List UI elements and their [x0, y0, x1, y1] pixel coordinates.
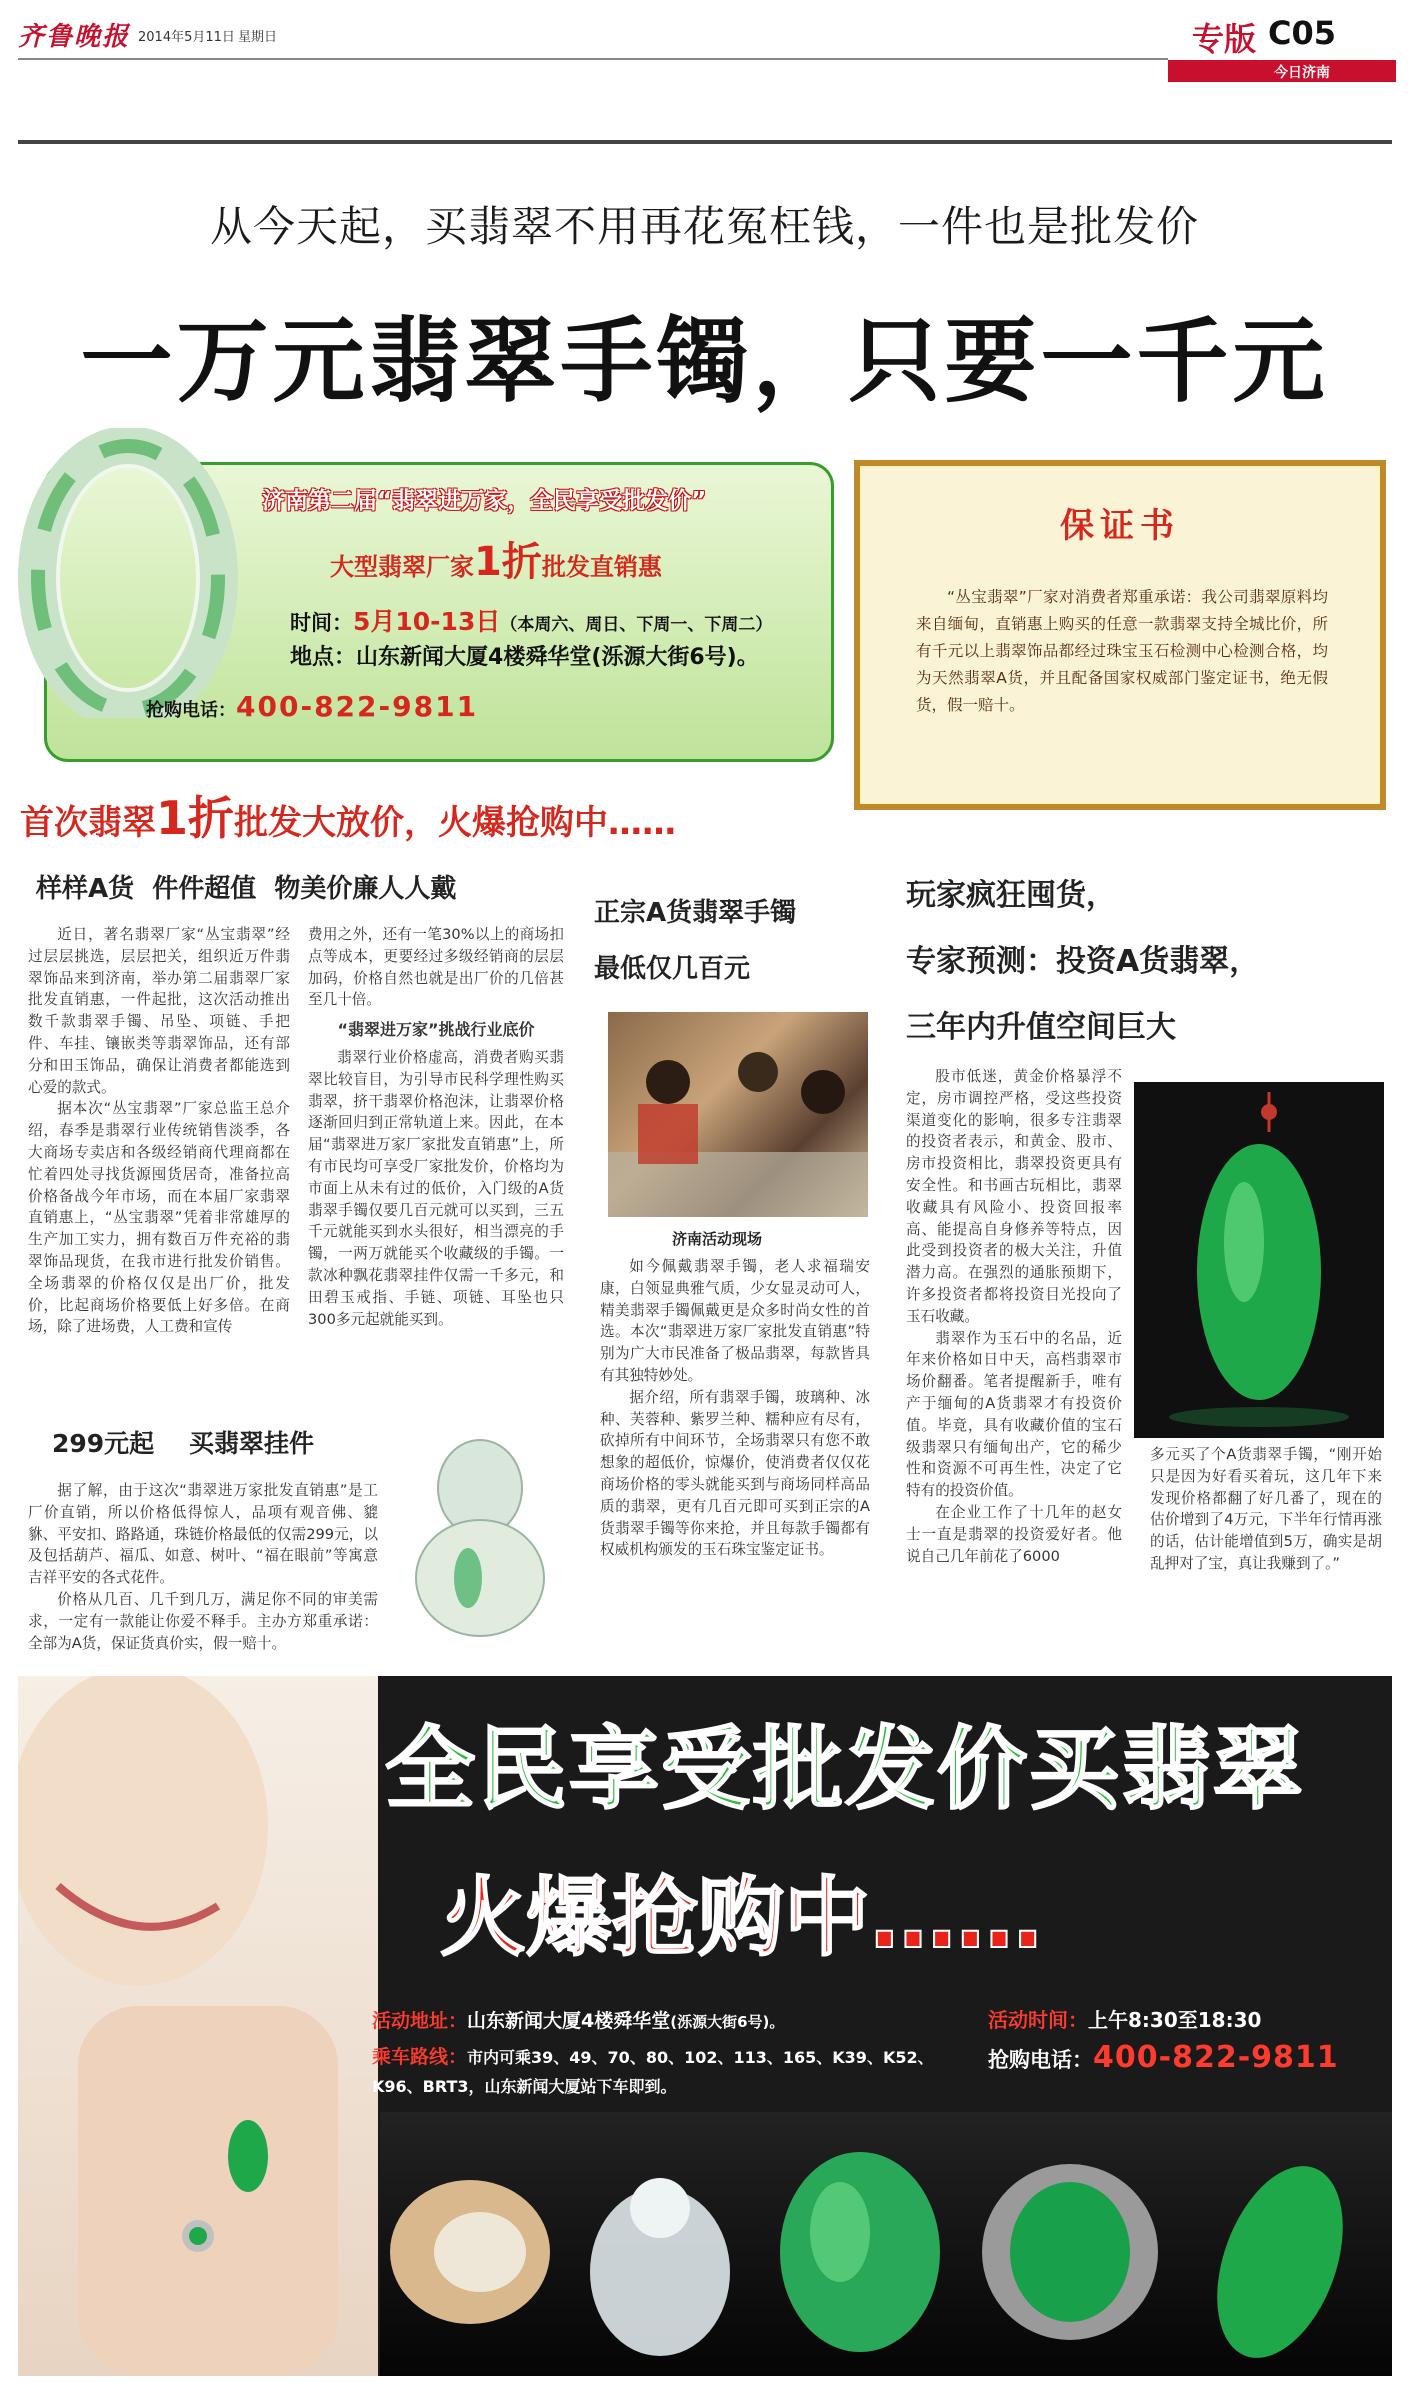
headline-kicker: 从今天起，买翡翠不用再花冤枉钱，一件也是批发价	[209, 202, 1199, 251]
newspaper-logo: 齐鲁晚报	[18, 22, 131, 52]
ad-time	[988, 2004, 1261, 2033]
article3-para: 翡翠作为玉石中的名品，近年来价格如日中天，高档翡翠市场价翻番。笔者提醒新手，唯有产于缅甸的A货翡翠才有投资价值。毕竟，具有收藏价值的宝石级翡翠只有缅甸出产，它的稀少性和资源不可再生性，决定了它特有的投资价值。	[906, 1329, 1122, 1500]
article1-para: 近日，著名翡翠厂家“丛宝翡翠”经过层层挑选，层层把关，组织近万件翡翠饰品来到济南，举办第二届翡翠厂家批发直销惠，一件起批，这次活动推出数千款翡翠手镯、吊坠、项链、手把件、车挂、镶嵌类等翡翠饰品，还有部分和田玉饰品，确保让消费者都能选到心爱的款式。	[28, 926, 290, 1096]
article3-para: 多元买了个A货翡翠手镯，“刚开始只是因为好看买着玩，这几年下来发现价格都翻了好几番了，现在的估价增到了4万元，下半年行情再涨的话，估计能增值到5万，确实是胡乱押对了宝，真让我赚到了。”	[1150, 1446, 1382, 1572]
promo-line-pre: 大型翡翠厂家	[330, 553, 474, 581]
article1-col2	[308, 924, 564, 1330]
event-photo-caption: 济南活动现场	[672, 1230, 763, 1248]
ad-phone-label: 抢购电话：	[988, 2048, 1093, 2072]
article1-col1	[28, 924, 290, 1338]
article2-title-b: 最低仅几百元	[594, 954, 751, 984]
article1-para: 翡翠行业价格虚高，消费者购买翡翠比较盲目，为引导市民科学理性购买翡翠，挤干翡翠价格泡沫，让翡翠价格逐渐回归到正常轨道上来。因此，在本届“翡翠进万家厂家批发直销惠”上，所有市民均可享受厂家批发价，价格均为市面上从未有过的低价，入门级的A货翡翠手镯仅要几百元就可以买到，三五千元就能买到水头很好，相当漂亮的手镯，一两万就能买个收藏级的手镯。一款冰种飘花翡翠挂件仅需一千多元，和田碧玉戒指、手链、项链、耳坠也只300多元起就能买到。	[308, 1048, 564, 1328]
jade-bangle-photo	[16, 428, 246, 718]
article1-para: 据本次“丛宝翡翠”厂家总监王总介绍，春季是翡翠行业传统销售淡季，各大商场专卖店和各级经销商代理商都在忙着四处寻找货源囤货居奇，准备拉高价格备战今年市场，而在本届厂家翡翠直销惠上，“丛宝翡翠”凭着非常雄厚的生产加工实力，拥有数百万件充裕的翡翠饰品现货，在我市进行批发价销售。全场翡翠的价格仅仅是出厂价，批发价，比起商场价格要低上好多倍。在商场，除了进场费，人工费和宣传	[28, 1100, 290, 1336]
subsection-bar	[1168, 60, 1396, 82]
article3-title-c: 三年内升值空间巨大	[906, 1010, 1176, 1045]
guarantee-box	[854, 460, 1386, 810]
ad-address	[372, 2006, 784, 2033]
jade-buddha-photo	[400, 1408, 560, 1640]
promo-time-value: 5月10-13日	[353, 607, 501, 636]
article3-title-b: 专家预测：投资A货翡翠，	[906, 944, 1260, 979]
article1-title: 样样A货 件件超值 物美价廉人人戴	[36, 874, 457, 904]
ad-address-note: (泺源大街6号)。	[670, 2013, 785, 2031]
promo-place-label: 地点：	[290, 645, 357, 670]
ad-phone	[988, 2040, 1339, 2075]
jade-products-strip	[380, 2112, 1392, 2376]
article4-title: 299元起 买翡翠挂件	[52, 1429, 315, 1458]
banner-pre: 首次翡翠	[20, 803, 156, 843]
article4-body	[28, 1480, 378, 1654]
red-banner	[20, 782, 676, 848]
article3-title-a: 玩家疯狂囤货，	[906, 878, 1116, 913]
ad-route-line2: K96、BRT3，山东新闻大厦站下车即到。	[372, 2077, 677, 2096]
article1-para: 费用之外，还有一笔30%以上的商场扣点等成本，更要经过多级经销商的层层加码，价格自然也就是出厂价的几倍甚至几十倍。	[308, 926, 564, 1009]
issue-date: 2014年5月11日	[138, 30, 235, 45]
promo-line-post: 批发直销惠	[541, 553, 662, 581]
article1-subhead: “翡翠进万家”挑战行业底价	[337, 1020, 535, 1040]
promo-phone-label: 抢购电话：	[146, 700, 236, 721]
ad-route-line1: 市内可乘39、49、70、80、102、113、165、K39、K52、	[467, 2048, 934, 2067]
promo-phone	[146, 690, 478, 723]
ad-phone-number: 400-822-9811	[1093, 2040, 1339, 2075]
promo-line	[330, 530, 662, 587]
ad-time-value: 上午8:30至18:30	[1088, 2008, 1262, 2032]
ad-address-label: 活动地址：	[372, 2010, 468, 2032]
page-number: C05	[1268, 14, 1337, 52]
jade-pendant-photo	[1134, 1082, 1384, 1438]
subsection-label: 今日济南	[1274, 65, 1330, 81]
masthead	[0, 0, 1409, 81]
top-rule	[18, 140, 1392, 144]
section-label: 专版	[1192, 20, 1257, 58]
ad-time-label: 活动时间：	[988, 2008, 1088, 2032]
article3-col2	[1150, 1444, 1382, 1575]
article4-para: 价格从几百、几千到几万，满足你不同的审美需求，一定有一款能让你爱不释手。主办方郑重承诺：全部为A货，保证货真价实，假一赔十。	[28, 1590, 378, 1652]
promo-time-note: （本周六、周日、下周一、下周二）	[500, 615, 773, 635]
guarantee-text: “丛宝翡翠”厂家对消费者郑重承诺：我公司翡翠原料均来自缅甸，直销惠上购买的任意一款翡翠支持全城比价，所有千元以上翡翠饰品都经过珠宝玉石检测中心检测合格，均为天然翡翠A货，并且配备国家权威部门鉴定证书，绝无假货，假一赔十。	[916, 588, 1328, 714]
ad-route-label: 乘车路线：	[372, 2046, 468, 2068]
promo-title: 济南第二届“翡翠进万家，全民享受批发价”	[262, 488, 707, 514]
article3-para: 股市低迷，黄金价格暴浮不定，房市调控严格，受这些投资渠道变化的影响，很多专注翡翠的投资者表示，和黄金、股市、房市投资相比，翡翠投资更具有安全性。和书画古玩相比，翡翠收藏具有风险小、投资回报率高、能提高自身修养等特点，因此受到投资者的极大关注，升值潜力高。在强烈的通胀预期下，许多投资者都将投资目光投向了玉石收藏。	[906, 1068, 1122, 1325]
ad-subheadline: 火爆抢购中……	[440, 1868, 1042, 1968]
promo-time-label: 时间：	[290, 611, 353, 635]
promo-discount: 1折	[474, 539, 542, 585]
ad-route	[372, 2042, 934, 2069]
guarantee-title: 保证书	[1060, 506, 1180, 546]
headline-main: 一万元翡翠手镯，只要一千元	[80, 308, 1329, 415]
promo-place	[290, 640, 759, 671]
promo-time	[290, 602, 772, 638]
event-scene-photo	[608, 1012, 868, 1217]
issue-weekday: 星期日	[238, 30, 278, 45]
article2-body	[600, 1256, 870, 1561]
article3-para: 在企业工作了十几年的赵女士一直是翡翠的投资爱好者。他说自己几年前花了6000	[906, 1503, 1122, 1565]
promo-place-value: 山东新闻大厦4楼舜华堂(泺源大街6号)。	[356, 645, 759, 670]
article4-para: 据了解，由于这次“翡翠进万家批发直销惠”是工厂价直销，所以价格低得惊人，品项有观音佛、貔貅、平安扣、路路通，珠链价格最低的仅需299元，以及包括葫芦、福瓜、如意、树叶、“福在眼前”等寓意吉祥平安的各式花件。	[28, 1482, 378, 1587]
ad-address-value: 山东新闻大厦4楼舜华堂	[467, 2010, 671, 2032]
banner-discount: 1折	[156, 791, 235, 845]
banner-post: 批发大放价，火爆抢购中……	[234, 803, 677, 843]
masthead-rule	[18, 58, 1168, 60]
promo-phone-number: 400-822-9811	[236, 690, 479, 723]
article2-title-a: 正宗A货翡翠手镯	[594, 898, 797, 928]
ad-headline: 全民享受批发价买翡翠	[385, 1717, 1305, 1822]
article3-col1	[906, 1066, 1122, 1567]
article2-para: 据介绍，所有翡翠手镯，玻璃种、冰种、芙蓉种、紫罗兰种、糯种应有尽有，砍掉所有中间环节，全场翡翠只有您不敢想象的超低价，惊爆价，使消费者仅仅花商场价格的零头就能买到与商场同样高品质的翡翠，更有几百元即可买到正宗的A货翡翠手镯等你来抢，并且每款手镯都有权威机构颁发的玉石珠宝鉴定证书。	[600, 1388, 870, 1559]
article2-para: 如今佩戴翡翠手镯，老人求福瑞安康，白领显典雅气质，少女显灵动可人，精美翡翠手镯佩戴更是众多时尚女性的首选。本次“翡翠进万家厂家批发直销惠”特别为广大市民准备了极品翡翠，每款皆具有其独特妙处。	[600, 1258, 870, 1384]
